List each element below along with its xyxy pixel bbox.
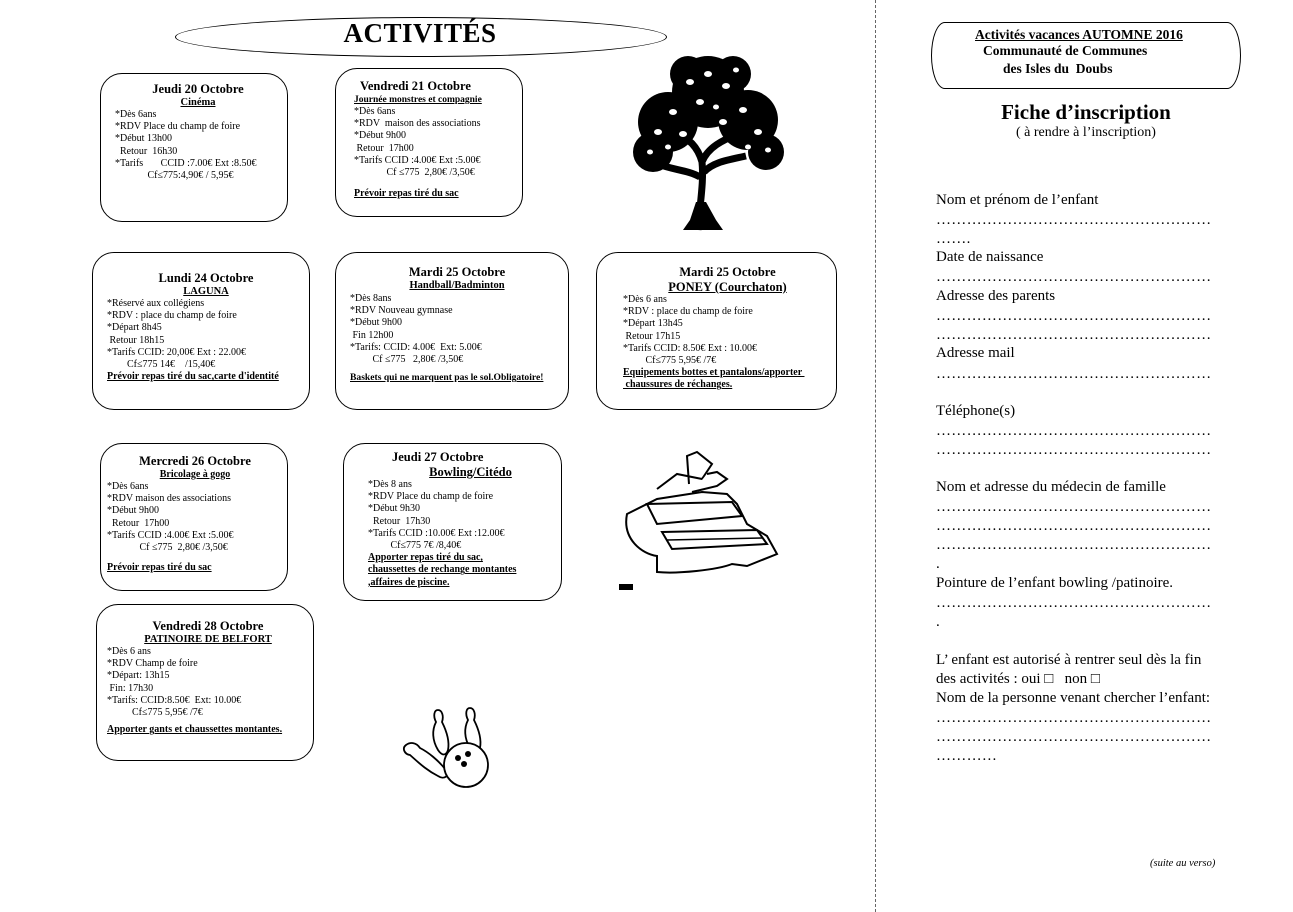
- field-label-personne: Nom de la personne venant chercher l’enfant:: [936, 690, 1211, 706]
- page-divider: [875, 0, 876, 912]
- dotted-line[interactable]: ………………………………………………: [936, 327, 1212, 343]
- card-line: *RDV maison des associations: [354, 118, 481, 130]
- card-note: Apporter repas tiré du sac, chaussettes de rechange montantes ,affaires de piscine.: [368, 552, 517, 588]
- dotted-line[interactable]: .: [936, 556, 941, 572]
- dotted-line[interactable]: .: [936, 614, 941, 630]
- card-date: Vendredi 28 Octobre: [152, 619, 264, 633]
- dotted-line[interactable]: ………………………………………………: [936, 366, 1212, 382]
- dotted-line[interactable]: ………………………………………………: [936, 537, 1212, 553]
- card-subtitle: Journée monstres et compagnie: [354, 95, 482, 105]
- field-label-pointure: Pointure de l’enfant bowling /patinoire.: [936, 575, 1174, 591]
- card-subtitle: Handball/Badminton: [409, 280, 505, 291]
- card-line: *Dès 6 ans: [623, 294, 667, 305]
- field-label-naissance: Date de naissance: [936, 249, 1044, 265]
- dotted-line[interactable]: ………………………………………………: [936, 308, 1212, 324]
- card-line: Fin 12h00: [350, 329, 394, 341]
- card-line: *Dès 6 ans: [107, 646, 151, 657]
- header-line-3: des Isles du Doubs: [1003, 61, 1113, 76]
- dotted-line[interactable]: ………………………………………………: [936, 212, 1212, 228]
- card-subtitle: LAGUNA: [183, 286, 229, 297]
- card-line: *RDV : place du champ de foire: [623, 306, 753, 318]
- card-line: Fin: 17h30: [107, 682, 154, 694]
- card-line: *Début 9h30: [368, 503, 420, 515]
- header-line-2: Communauté de Communes: [983, 43, 1148, 58]
- card-line: Cf≤775 7€ /8,40€: [368, 540, 462, 552]
- footer-note: (suite au verso): [1150, 858, 1216, 869]
- card-line: Retour 17h30: [368, 515, 431, 527]
- dotted-line[interactable]: ………………………………………………: [936, 442, 1212, 458]
- activity-card-lundi-24: [92, 252, 310, 410]
- card-line: *Tarifs CCID :10.00€ Ext :12.00€: [368, 527, 505, 539]
- card-note: Equipements bottes et pantalons/apporter chaussures de réchanges.: [623, 367, 802, 391]
- bowling-illustration: [398, 700, 498, 790]
- card-line: *Départ 8h45: [107, 322, 162, 334]
- activity-card-mardi-25-poney: [596, 252, 837, 410]
- form-title: Fiche d’inscription: [1001, 100, 1171, 124]
- card-subtitle: PATINOIRE DE BELFORT: [144, 634, 272, 645]
- card-line: *Tarifs: CCID: 4.00€ Ext: 5.00€: [350, 341, 482, 353]
- page-title: ACTIVITÉS: [343, 18, 497, 48]
- card-date: Mardi 25 Octobre: [679, 265, 776, 279]
- form-subtitle: ( à rendre à l’inscription): [1016, 125, 1156, 140]
- dotted-line[interactable]: …………: [936, 748, 998, 764]
- card-line: *Tarifs: CCID:8.50€ Ext: 10.00€: [107, 694, 242, 706]
- card-line: Cf≤775 5,95€ /7€: [623, 355, 717, 367]
- tree-illustration: [628, 52, 788, 232]
- card-line: *RDV Place du champ de foire: [115, 121, 241, 133]
- card-subtitle: Bricolage à gogo: [159, 469, 231, 480]
- dotted-line[interactable]: …….: [936, 231, 971, 247]
- activity-card-mercredi-26: [100, 443, 288, 591]
- card-line: *Tarifs CCID: 8.50€ Ext : 10.00€: [623, 342, 758, 354]
- card-line: *Tarifs CCID :7.00€ Ext :8.50€: [115, 157, 257, 169]
- card-line: *Réservé aux collégiens: [107, 298, 205, 309]
- field-autorise-checkboxes[interactable]: des activités : oui □ non □: [936, 671, 1100, 687]
- card-line: *Dès 6ans: [107, 481, 149, 492]
- card-line: *RDV : place du champ de foire: [107, 310, 237, 322]
- activity-card-mardi-25-handball: [335, 252, 569, 410]
- card-line: Retour 18h15: [107, 334, 165, 346]
- dotted-line[interactable]: ………………………………………………: [936, 423, 1212, 439]
- card-line: Cf ≤775 2,80€ /3,50€: [107, 542, 228, 554]
- card-line: *Dès 8 ans: [368, 479, 412, 490]
- header-line-1: Activités vacances AUTOMNE 2016: [975, 27, 1183, 42]
- card-line: Retour 17h00: [107, 517, 170, 529]
- dotted-line[interactable]: ………………………………………………: [936, 499, 1212, 515]
- ice-skates-illustration: [617, 444, 789, 594]
- card-line: Cf≤775 5,95€ /7€: [107, 707, 203, 719]
- card-line: *Début 13h00: [115, 133, 172, 145]
- card-date: Vendredi 21 Octobre: [360, 79, 471, 93]
- card-line: *RDV Place du champ de foire: [368, 491, 494, 503]
- card-line: *Dès 6ans: [115, 109, 157, 120]
- field-label-medecin: Nom et adresse du médecin de famille: [936, 479, 1166, 495]
- card-note: Apporter gants et chaussettes montantes.: [107, 724, 283, 736]
- card-subtitle: PONEY (Courchaton): [668, 280, 787, 294]
- card-note: Baskets qui ne marquent pas le sol.Obligatoire!: [350, 372, 544, 384]
- card-note: Prévoir repas tiré du sac: [354, 188, 459, 200]
- card-line: *Tarifs CCID: 20,00€ Ext : 22.00€: [107, 346, 247, 358]
- dotted-line[interactable]: ………………………………………………: [936, 269, 1212, 285]
- card-line: *Tarifs CCID :4.00€ Ext :5.00€: [354, 154, 481, 166]
- activity-card-vendredi-28: [96, 604, 314, 761]
- card-date: Lundi 24 Octobre: [158, 271, 254, 285]
- activity-card-jeudi-27: [343, 443, 562, 601]
- card-line: Retour 17h00: [354, 142, 414, 154]
- card-line: Cf≤775:4,90€ / 5,95€: [115, 170, 234, 182]
- card-note: Prévoir repas tiré du sac,carte d'identité: [107, 371, 279, 383]
- field-label-autorise: L’ enfant est autorisé à rentrer seul dès la fin: [936, 652, 1202, 668]
- card-note: Prévoir repas tiré du sac: [107, 562, 212, 574]
- card-subtitle: Cinéma: [180, 97, 216, 108]
- card-line: Cf≤775 14€ /15,40€: [107, 359, 216, 371]
- field-label-telephone: Téléphone(s): [936, 403, 1016, 419]
- field-label-adresse: Adresse des parents: [936, 288, 1056, 304]
- dotted-line[interactable]: ………………………………………………: [936, 518, 1212, 534]
- card-line: *Dès 6ans: [354, 106, 396, 117]
- card-line: Retour 17h15: [623, 330, 681, 342]
- card-line: Retour 16h30: [115, 145, 178, 157]
- card-date: Jeudi 20 Octobre: [152, 82, 244, 96]
- card-line: *Tarifs CCID :4.00€ Ext :5.00€: [107, 529, 234, 541]
- card-line: *Début 9h00: [350, 317, 402, 329]
- card-line: *RDV Nouveau gymnase: [350, 305, 453, 317]
- activity-card-jeudi-20: [100, 73, 288, 222]
- card-date: Mercredi 26 Octobre: [139, 454, 251, 468]
- card-line: *Départ: 13h15: [107, 670, 170, 682]
- dotted-line[interactable]: ………………………………………………: [936, 710, 1212, 726]
- card-line: *Dès 8ans: [350, 293, 392, 304]
- dotted-line[interactable]: ………………………………………………: [936, 595, 1212, 611]
- card-date: Mardi 25 Octobre: [408, 265, 506, 279]
- card-date: Jeudi 27 Octobre: [392, 450, 484, 464]
- card-line: *Début 9h00: [354, 130, 406, 142]
- dotted-line[interactable]: ………………………………………………: [936, 729, 1212, 745]
- card-line: Cf ≤775 2,80€ /3,50€: [354, 167, 475, 179]
- field-label-nom: Nom et prénom de l’enfant: [936, 192, 1099, 208]
- card-subtitle: Bowling/Citédo: [429, 465, 512, 479]
- card-line: *RDV Champ de foire: [107, 658, 198, 670]
- card-line: *RDV maison des associations: [107, 493, 231, 505]
- card-line: *Départ 13h45: [623, 318, 683, 330]
- activity-card-vendredi-21: [335, 68, 523, 217]
- card-line: Cf ≤775 2,80€ /3,50€: [350, 354, 464, 366]
- field-label-mail: Adresse mail: [936, 345, 1015, 361]
- card-line: *Début 9h00: [107, 505, 159, 517]
